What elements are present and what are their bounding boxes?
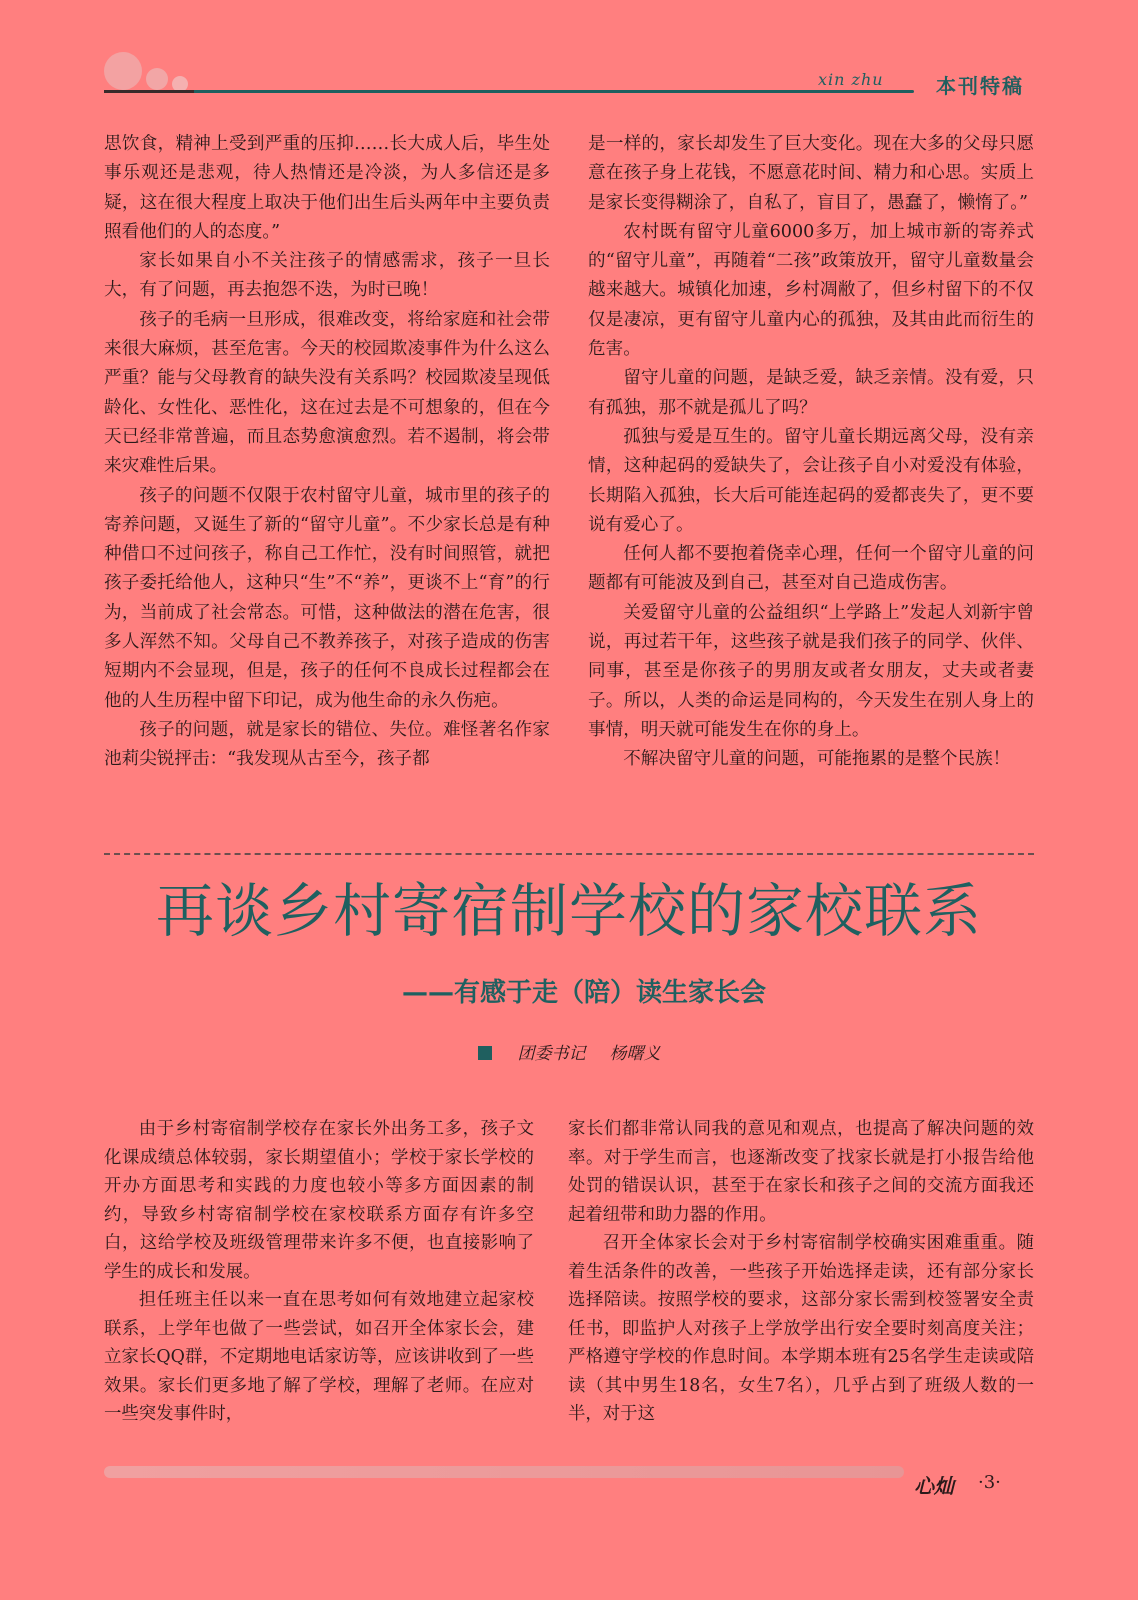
decor-circle-medium	[146, 68, 168, 90]
paragraph: 由于乡村寄宿制学校存在家长外出务工多，孩子文化课成绩总体较弱，家长期望值小；学校于家长学校的开办方面思考和实践的力度也较小等多方面因素的制约，导致乡村寄宿制学校在家校联系方面存有许多空白，这给学校及班级管理带来许多不便，也直接影响了学生的成长和发展。	[104, 1119, 534, 1282]
paragraph: 关爱留守儿童的公益组织“上学路上”发起人刘新宇曾说，再过若干年，这些孩子就是我们孩子的同学、伙伴、同事，甚至是你孩子的男朋友或者女朋友，丈夫或者妻子。所以，人类的命运是同构的，今天发生在别人身上的事情，明天就可能发生在你的身上。	[588, 602, 1034, 740]
article-title: 再谈乡村寄宿制学校的家校联系	[155, 877, 982, 945]
header-rule-accent	[104, 90, 194, 93]
paragraph: 孩子的问题，就是家长的错位、失位。难怪著名作家池莉尖锐抨击：“我发现从古至今，孩子都	[104, 719, 550, 770]
section-title: 本刊特稿	[936, 74, 1024, 98]
paragraph: 留守儿童的问题，是缺乏爱，缺乏亲情。没有爱，只有孤独，那不就是孤儿了吗？	[588, 368, 1034, 418]
header-rule	[104, 90, 914, 93]
paragraph: 思饮食，精神上受到严重的压抑……长大成人后，毕生处事乐观还是悲观，待人热情还是冷淡，为人多信还是多疑，这在很大程度上取决于他们出生后头两年中主要负责照看他们的人的态度。”	[104, 134, 550, 242]
paragraph: 孩子的毛病一旦形成，很难改变，将给家庭和社会带来很大麻烦，甚至危害。今天的校园欺凌事件为什么这么严重？能与父母教育的缺失没有关系吗？校园欺凌呈现低龄化、女性化、恶性化，这在过去是不可想象的，但在今天已经非常普遍，而且态势愈演愈烈。若不遏制，将会带来灾难性后果。	[104, 309, 550, 477]
article1-column-right	[588, 130, 1034, 775]
footer-bar	[104, 1466, 904, 1478]
magazine-name: 心灿	[914, 1474, 954, 1498]
paragraph: 孤独与爱是互生的。留守儿童长期远离父母，没有亲情，这种起码的爱缺失了，会让孩子自小对爱没有体验，长期陷入孤独，长大后可能连起码的爱都丧失了，更不要说有爱心了。	[588, 426, 1034, 535]
decor-circle-large	[104, 52, 142, 90]
paragraph: 家长如果自小不关注孩子的情感需求，孩子一旦长大，有了问题，再去抱怨不迭，为时已晚！	[104, 251, 550, 301]
paragraph: 不解决留守儿童的问题，可能拖累的是整个民族！	[623, 749, 1011, 770]
page-header	[104, 50, 1034, 98]
byline	[0, 1039, 1138, 1064]
paragraph: 农村既有留守儿童6000多万，加上城市新的寄养式的“留守儿童”，再随着“二孩”政策放开，留守儿童数量会越来越大。城镇化加速，乡村凋敝了，但乡村留下的不仅仅是凄凉，更有留守儿童内心的孤独，及其由此而衍生的危害。	[588, 221, 1034, 360]
byline-square-icon	[478, 1046, 492, 1060]
paragraph: 召开全体家长会对于乡村寄宿制学校确实困难重重。随着生活条件的改善，一些孩子开始选择走读，还有部分家长选择陪读。按照学校的要求，这部分家长需到校签署安全责任书，即监护人对孩子上学放学出行安全要时刻高度关注；严格遵守学校的作息时间。本学期本班有25名学生走读或陪读（其中男生18名，女生7名），几乎占到了班级人数的一半，对于这	[568, 1233, 1034, 1424]
paragraph: 家长们都非常认同我的意见和观点，也提高了解决问题的效率。对于学生而言，也逐渐改变了找家长就是打小报告给他处罚的错误认识，甚至于在家长和孩子之间的交流方面我还起着纽带和助力器的作用。	[568, 1119, 1034, 1225]
paragraph: 孩子的问题不仅限于农村留守儿童，城市里的孩子的寄养问题，又诞生了新的“留守儿童”。不少家长总是有种种借口不过问孩子，称自己工作忙，没有时间照管，就把孩子委托给他人，这种只“生”不“养”，更谈不上“育”的行为，当前成了社会常态。可惜，这种做法的潜在危害，很多人浑然不知。父母自己不教养孩子，对孩子造成的伤害短期内不会显现，但是，孩子的任何不良成长过程都会在他的人生历程中留下印记，成为他生命的永久伤疤。	[104, 485, 550, 711]
paragraph: 担任班主任以来一直在思考如何有效地建立起家校联系，上学年也做了一些尝试，如召开全体家长会，建立家长QQ群，不定期地电话家访等，应该讲收到了一些效果。家长们更多地了解了学校，理解了老师。在应对一些突发事件时，	[104, 1290, 534, 1424]
page-number: ·3·	[978, 1472, 1001, 1493]
paragraph: 任何人都不要抱着侥幸心理，任何一个留守儿童的问题都有可能波及到自己，甚至对自己造成伤害。	[588, 544, 1034, 594]
header-pinyin: xin zhu	[818, 70, 884, 89]
author-name: 杨曙义	[609, 1044, 661, 1064]
article2-column-right	[568, 1115, 1034, 1429]
author-role: 团委书记	[517, 1044, 586, 1064]
article1-column-left	[104, 130, 550, 775]
article-divider	[104, 853, 1034, 855]
article-subtitle: ——有感于走（陪）读生家长会	[401, 978, 766, 1008]
paragraph: 是一样的，家长却发生了巨大变化。现在大多的父母只愿意在孩子身上花钱，不愿意花时间、精力和心思。实质上是家长变得糊涂了，自私了，盲目了，愚蠢了，懒惰了。”	[588, 134, 1034, 213]
article2-column-left	[104, 1115, 534, 1429]
